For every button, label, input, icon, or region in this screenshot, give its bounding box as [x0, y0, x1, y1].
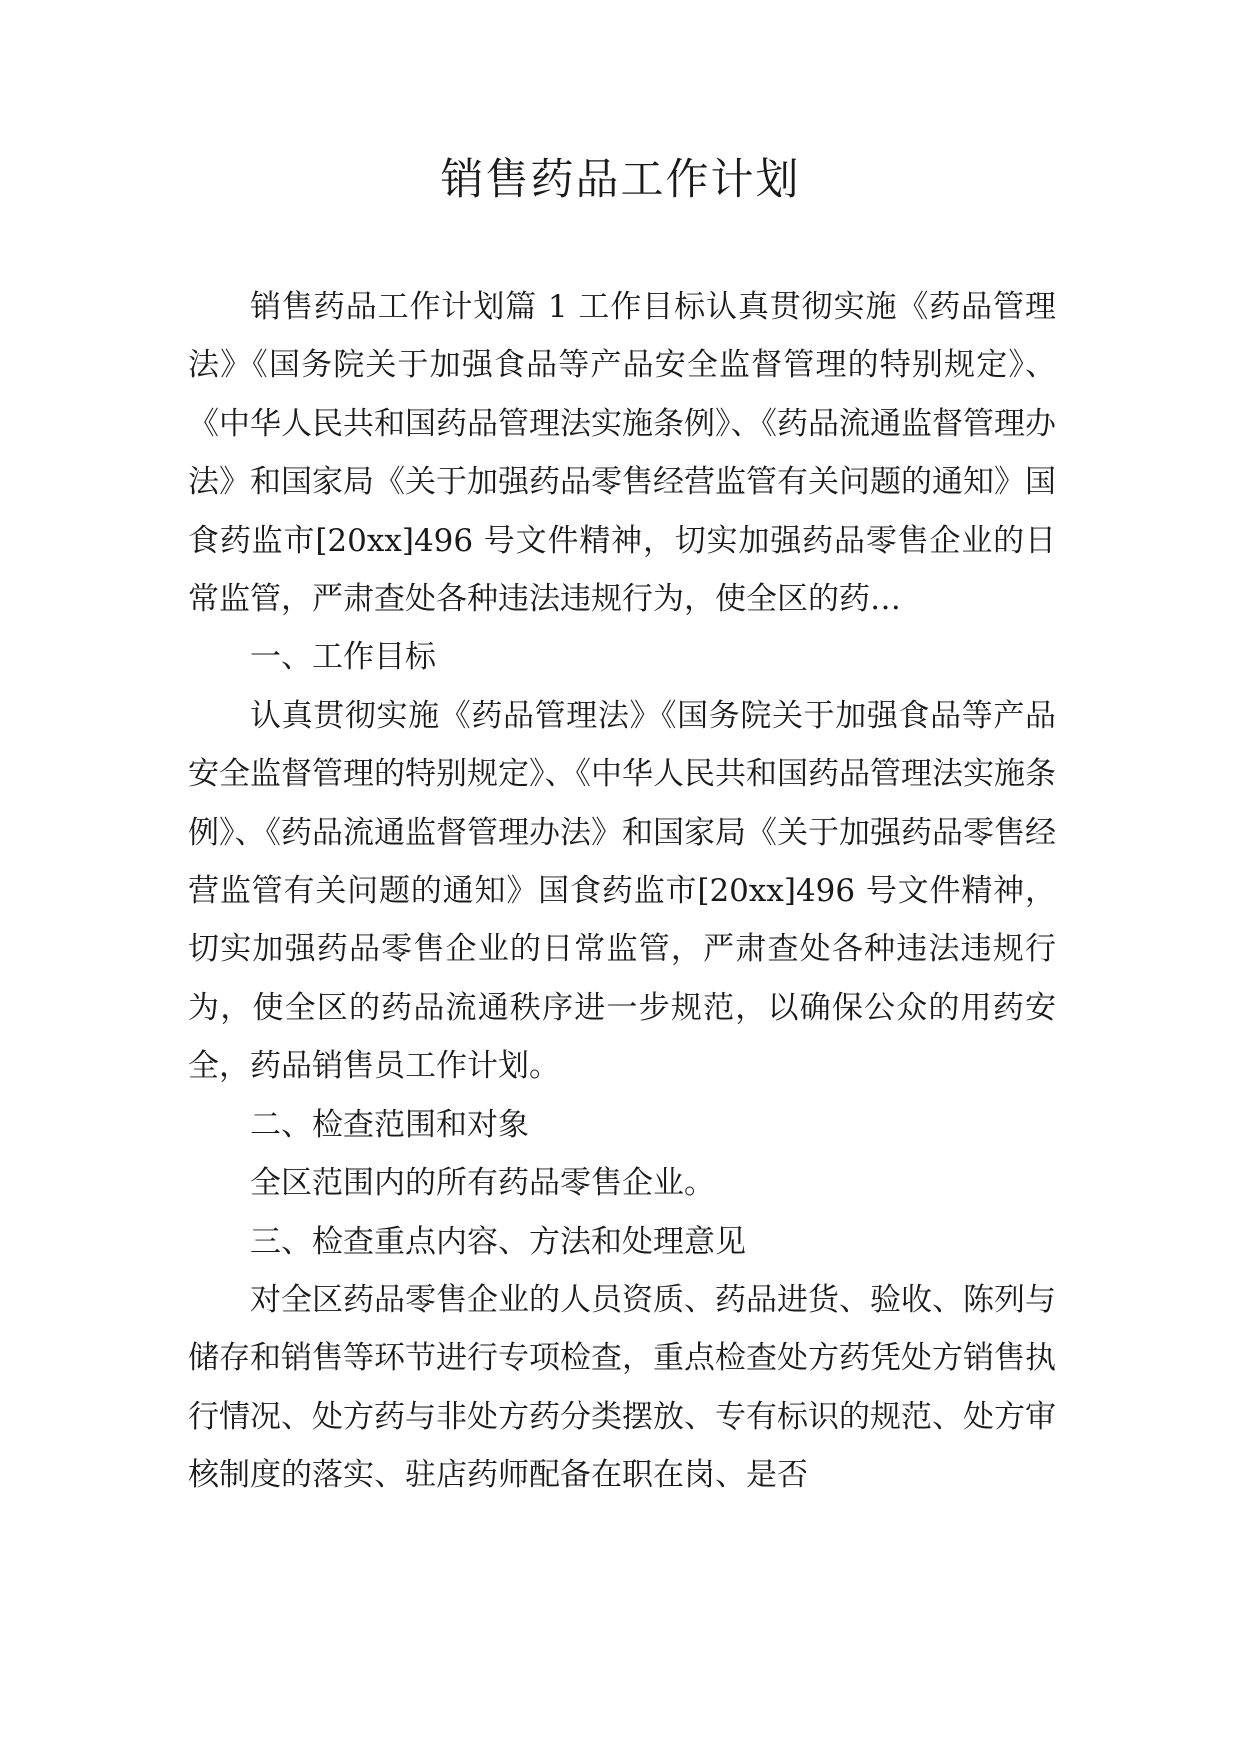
- paragraph-inspection: 对全区药品零售企业的人员资质、药品进货、验收、陈列与储存和销售等环节进行专项检查，重点检查处方药凭处方销售执行情况、处方药与非处方药分类摆放、专有标识的规范、处方审核制度的落实、驻店药师配备在职在岗、是否: [188, 1281, 1056, 1494]
- paragraph-scope: 全区范围内的所有药品零售企业。: [250, 1165, 715, 1202]
- paragraph-intro: 销售药品工作计划篇 1 工作目标认真贯彻实施《药品管理法》《国务院关于加强食品等产品安全监督管理的特别规定》、《中华人民共和国药品管理法实施条例》、《药品流通监督管理办法》和国家局《关于加强药品零售经营监管有关问题的通知》国食药监市[20xx]496 号文件精神，切实加强药品零售企业的日常监管，严肃查处各种违法违规行为，使全区的药…: [188, 289, 1056, 618]
- section-heading-inspection: 三、检查重点内容、方法和处理意见: [250, 1223, 746, 1260]
- section-heading-goals: 一、工作目标: [250, 639, 436, 676]
- document-body: [188, 278, 1056, 1505]
- section-heading-scope: 二、检查范围和对象: [250, 1106, 529, 1143]
- document-title: 销售药品工作计划: [440, 155, 801, 205]
- paragraph-goals: 认真贯彻实施《药品管理法》《国务院关于加强食品等产品安全监督管理的特别规定》、《中华人民共和国药品管理法实施条例》、《药品流通监督管理办法》和国家局《关于加强药品零售经营监管有关问题的通知》国食药监市[20xx]496 号文件精神，切实加强药品零售企业的日常监管，严肃查处各种违法违规行为，使全区的药品流通秩序进一步规范，以确保公众的用药安全，药品销售员工作计划。: [188, 697, 1056, 1085]
